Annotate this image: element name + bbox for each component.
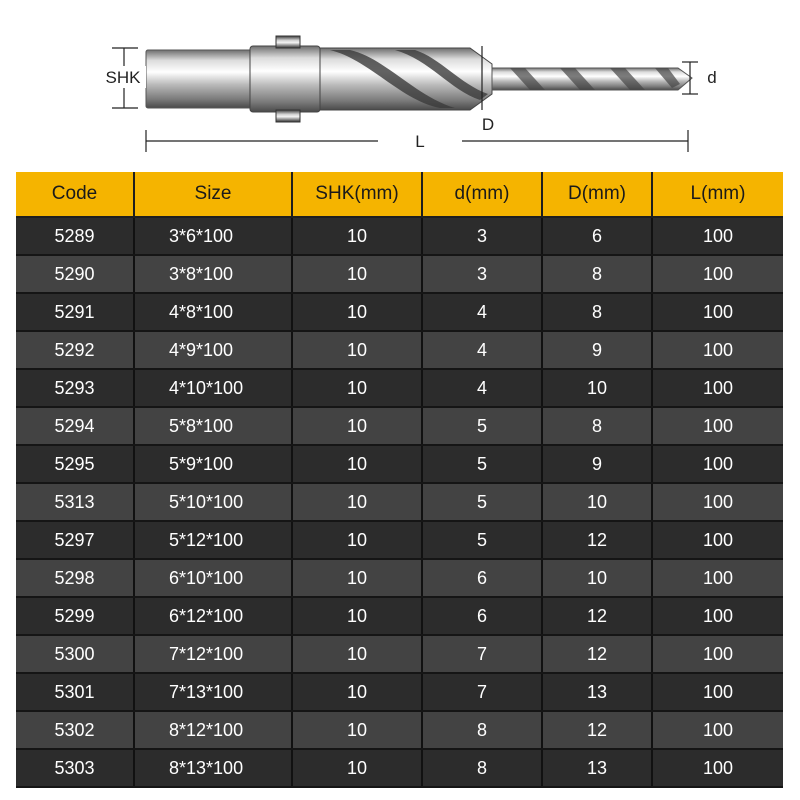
cell-large-d: 12 [542, 711, 652, 749]
cell-large-d: 10 [542, 483, 652, 521]
cell-length: 100 [652, 749, 783, 787]
cell-small-d: 8 [422, 749, 542, 787]
cell-code: 5290 [16, 255, 134, 293]
table-row [16, 217, 783, 255]
cell-large-d: 13 [542, 749, 652, 787]
table-row [16, 293, 783, 331]
cell-length: 100 [652, 255, 783, 293]
cell-code: 5299 [16, 597, 134, 635]
cell-length: 100 [652, 445, 783, 483]
cell-shk: 10 [292, 483, 422, 521]
cell-size: 5*9*100 [134, 445, 292, 483]
header-length: L(mm) [652, 172, 783, 217]
cell-small-d: 4 [422, 293, 542, 331]
cell-large-d: 10 [542, 559, 652, 597]
cell-shk: 10 [292, 255, 422, 293]
cell-length: 100 [652, 217, 783, 255]
cell-large-d: 12 [542, 597, 652, 635]
set-screw-top [276, 36, 300, 48]
cell-size: 5*12*100 [134, 521, 292, 559]
cell-length: 100 [652, 711, 783, 749]
cell-shk: 10 [292, 521, 422, 559]
set-screw-bottom [276, 110, 300, 122]
cell-size: 8*13*100 [134, 749, 292, 787]
cell-shk: 10 [292, 407, 422, 445]
table-body [16, 217, 783, 787]
spec-table [16, 172, 783, 788]
cell-size: 7*12*100 [134, 635, 292, 673]
header-large-d: D(mm) [542, 172, 652, 217]
length-label: L [415, 132, 425, 151]
table-row [16, 559, 783, 597]
cell-code: 5301 [16, 673, 134, 711]
cell-small-d: 6 [422, 597, 542, 635]
drill-bit-diagram [0, 0, 800, 165]
cell-code: 5294 [16, 407, 134, 445]
cell-size: 6*12*100 [134, 597, 292, 635]
table-row [16, 635, 783, 673]
cell-size: 3*6*100 [134, 217, 292, 255]
header-size: Size [134, 172, 292, 217]
cell-small-d: 5 [422, 483, 542, 521]
cell-small-d: 6 [422, 559, 542, 597]
cell-size: 8*12*100 [134, 711, 292, 749]
cell-small-d: 4 [422, 331, 542, 369]
cell-length: 100 [652, 331, 783, 369]
cell-large-d: 12 [542, 635, 652, 673]
cell-large-d: 8 [542, 293, 652, 331]
shk-label: SHK [105, 68, 141, 87]
cell-code: 5313 [16, 483, 134, 521]
table-header-row [16, 172, 783, 217]
cell-shk: 10 [292, 445, 422, 483]
cell-shk: 10 [292, 559, 422, 597]
cell-shk: 10 [292, 217, 422, 255]
table-row [16, 521, 783, 559]
table-row [16, 255, 783, 293]
cell-length: 100 [652, 407, 783, 445]
cell-large-d: 6 [542, 217, 652, 255]
cell-shk: 10 [292, 331, 422, 369]
cell-shk: 10 [292, 293, 422, 331]
cell-shk: 10 [292, 597, 422, 635]
cell-shk: 10 [292, 673, 422, 711]
cell-code: 5293 [16, 369, 134, 407]
cell-small-d: 4 [422, 369, 542, 407]
cell-large-d: 9 [542, 445, 652, 483]
table-row [16, 369, 783, 407]
cell-size: 4*9*100 [134, 331, 292, 369]
cell-code: 5291 [16, 293, 134, 331]
cell-code: 5292 [16, 331, 134, 369]
header-code: Code [16, 172, 134, 217]
drill-bit-illustration [0, 0, 800, 165]
cell-size: 6*10*100 [134, 559, 292, 597]
cell-code: 5298 [16, 559, 134, 597]
cell-large-d: 13 [542, 673, 652, 711]
cell-code: 5297 [16, 521, 134, 559]
small-diameter-label: d [707, 68, 717, 87]
cell-shk: 10 [292, 749, 422, 787]
cell-code: 5295 [16, 445, 134, 483]
cell-size: 5*10*100 [134, 483, 292, 521]
cell-small-d: 5 [422, 445, 542, 483]
countersink-body [320, 48, 492, 110]
cell-length: 100 [652, 635, 783, 673]
cell-small-d: 3 [422, 255, 542, 293]
table-row [16, 749, 783, 787]
cell-size: 7*13*100 [134, 673, 292, 711]
cell-large-d: 8 [542, 407, 652, 445]
cell-small-d: 8 [422, 711, 542, 749]
cell-size: 4*8*100 [134, 293, 292, 331]
table-row [16, 407, 783, 445]
table-row [16, 597, 783, 635]
cell-code: 5303 [16, 749, 134, 787]
cell-large-d: 9 [542, 331, 652, 369]
header-shk: SHK(mm) [292, 172, 422, 217]
cell-length: 100 [652, 293, 783, 331]
cell-size: 3*8*100 [134, 255, 292, 293]
shank [146, 50, 252, 108]
cell-size: 4*10*100 [134, 369, 292, 407]
cell-length: 100 [652, 521, 783, 559]
cell-code: 5289 [16, 217, 134, 255]
cell-shk: 10 [292, 711, 422, 749]
cell-code: 5302 [16, 711, 134, 749]
cell-length: 100 [652, 597, 783, 635]
header-small-d: d(mm) [422, 172, 542, 217]
cell-code: 5300 [16, 635, 134, 673]
cell-length: 100 [652, 483, 783, 521]
table-row [16, 483, 783, 521]
cell-large-d: 10 [542, 369, 652, 407]
cell-small-d: 7 [422, 673, 542, 711]
cell-small-d: 5 [422, 521, 542, 559]
large-diameter-label: D [481, 115, 495, 134]
table-row [16, 673, 783, 711]
cell-small-d: 3 [422, 217, 542, 255]
cell-small-d: 5 [422, 407, 542, 445]
cell-large-d: 12 [542, 521, 652, 559]
collar [250, 46, 320, 112]
table-row [16, 331, 783, 369]
cell-length: 100 [652, 559, 783, 597]
cell-length: 100 [652, 673, 783, 711]
cell-small-d: 7 [422, 635, 542, 673]
table-row [16, 445, 783, 483]
cell-shk: 10 [292, 635, 422, 673]
cell-length: 100 [652, 369, 783, 407]
cell-size: 5*8*100 [134, 407, 292, 445]
cell-large-d: 8 [542, 255, 652, 293]
cell-shk: 10 [292, 369, 422, 407]
table-row [16, 711, 783, 749]
